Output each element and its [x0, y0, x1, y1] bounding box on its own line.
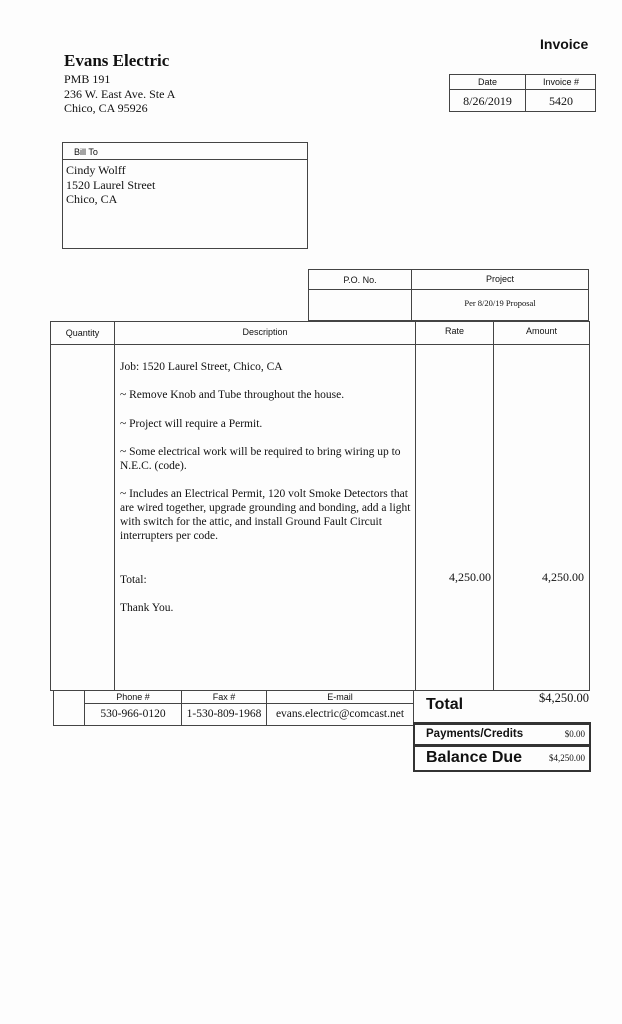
address-line: Chico, CA 95926 — [64, 101, 148, 115]
balance-due-box — [413, 745, 591, 772]
po-label: P.O. No. — [343, 275, 377, 285]
company-name: Evans Electric — [64, 51, 170, 70]
payments-label: Payments/Credits — [426, 728, 524, 740]
address-line: PMB 191 — [64, 72, 111, 86]
address-line: 236 W. East Ave. Ste A — [64, 86, 176, 101]
total-line-rate: 4,250.00 — [449, 570, 491, 584]
total-line-label: Total: — [120, 574, 147, 586]
fax-value: 1-530-809-1968 — [186, 708, 262, 720]
bill-to-line: 1520 Laurel Street — [66, 177, 156, 192]
invoice-number-value: 5420 — [549, 94, 573, 108]
invoice-title: Invoice — [540, 36, 589, 52]
project-label: Project — [485, 274, 514, 284]
invoice-number-label: Invoice # — [542, 77, 580, 87]
rate-header: Rate — [444, 326, 464, 336]
contact-box — [53, 690, 414, 726]
email-label: E-mail — [327, 692, 353, 702]
items-table — [50, 321, 590, 691]
total-value: $4,250.00 — [539, 691, 589, 705]
line-item: ~ Some electrical work will be required to bring wiring up to N.E.C. (code). — [120, 446, 401, 472]
bill-to-box — [62, 142, 308, 249]
email-value: evans.electric@comcast.net — [275, 708, 405, 720]
date-invoice-box — [449, 74, 596, 112]
bill-to-line: Cindy Wolff — [66, 163, 126, 177]
total-label: Total — [426, 696, 464, 713]
date-value: 8/26/2019 — [463, 94, 512, 108]
project-value: Per 8/20/19 Proposal — [464, 298, 536, 308]
line-item: ~ Remove Knob and Tube throughout the house. — [120, 389, 345, 401]
company-address — [64, 72, 175, 116]
line-item: ~ Includes an Electrical Permit, 120 volt Smoke Detectors that are wired together, upgrade grounding and bonding, add a light with switch for the attic, and install Ground Fault Circuit interrupters per code. — [120, 488, 411, 542]
po-project-box — [308, 269, 589, 321]
line-item: ~ Project will require a Permit. — [120, 418, 263, 430]
amount-header: Amount — [525, 326, 558, 336]
total-line-amount: 4,250.00 — [542, 570, 584, 584]
bill-to-address — [66, 163, 155, 207]
phone-value: 530-966-0120 — [100, 708, 166, 720]
fax-label: Fax # — [212, 692, 236, 702]
balance-due-label: Balance Due — [426, 749, 523, 766]
description-header: Description — [242, 327, 288, 337]
phone-label: Phone # — [116, 692, 150, 702]
thank-you: Thank You. — [120, 602, 174, 614]
balance-due-value: $4,250.00 — [549, 753, 585, 763]
quantity-header: Quantity — [65, 328, 100, 338]
job-line: Job: 1520 Laurel Street, Chico, CA — [120, 361, 283, 373]
bill-to-line: Chico, CA — [66, 192, 118, 206]
payments-box — [413, 723, 591, 746]
payments-value: $0.00 — [564, 729, 585, 739]
bill-to-label: Bill To — [74, 147, 98, 157]
date-label: Date — [477, 77, 497, 87]
